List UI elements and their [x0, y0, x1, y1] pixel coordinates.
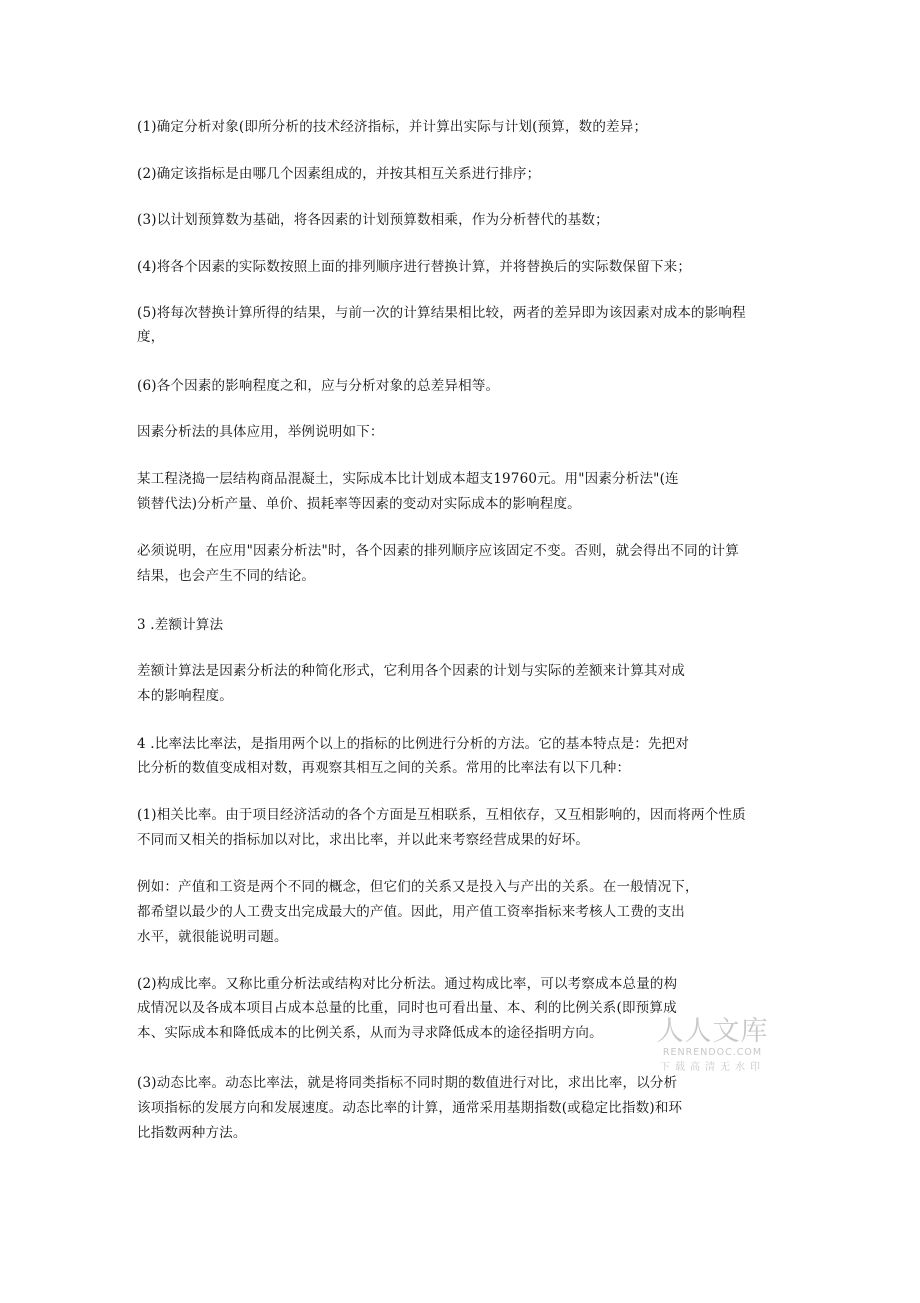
- paragraph-14-line-2: 都希望以最少的人工费支出完成最大的产值。因此，用产值工资率指标来考核人工费的支出: [137, 904, 685, 920]
- paragraph-8-line-1: 某工程浇捣一层结构商品混凝土，实际成本比计划成本超支19760元。用"因素分析法"(连: [137, 471, 679, 487]
- paragraph-5-line-2: 度，: [137, 329, 165, 345]
- paragraph-11-line-2: 本的影响程度。: [137, 688, 233, 704]
- paragraph-5-line-1: (5)将每次替换计算所得的结果，与前一次的计算结果相比较，两者的差异即为该因素对成本的影响程: [137, 305, 746, 321]
- paragraph-1-line-1: (1)确定分析对象(即所分析的技术经济指标，并计算出实际与计划(预算，数的差异；: [137, 119, 648, 135]
- section-heading-3: 3 .差额计算法: [137, 617, 224, 633]
- watermark-subtitle: 下载高清无水印: [660, 1062, 765, 1073]
- paragraph-16-line-2: 该项指标的发展方向和发展速度。动态比率的计算，通常采用基期指数(或稳定比指数)和环: [137, 1100, 683, 1116]
- paragraph-15-line-2: 成情况以及各成本项目占成本总量的比重，同时也可看出量、本、利的比例关系(即预算成: [137, 1000, 677, 1016]
- watermark-logo: [650, 1016, 775, 1078]
- paragraph-9-line-1: 必须说明，在应用"因素分析法"时，各个因素的排列顺序应该固定不变。否则，就会得出不同的计算: [137, 543, 739, 559]
- paragraph-7-line-1: 因素分析法的具体应用，举例说明如下：: [137, 424, 384, 440]
- paragraph-4-line-1: (4)将各个因素的实际数按照上面的排列顺序进行替换计算，并将替换后的实际数保留下来；: [137, 259, 692, 275]
- paragraph-8-line-2: 锁替代法)分析产量、单价、损耗率等因素的变动对实际成本的影响程度。: [137, 496, 581, 512]
- watermark-url: RENRENDOC.COM: [662, 1047, 763, 1058]
- paragraph-9-line-2: 结果，也会产生不同的结论。: [137, 568, 316, 584]
- section-heading-4-line-1: 4 .比率法比率法，是指用两个以上的指标的比例进行分析的方法。它的基本特点是：先把对: [137, 736, 690, 752]
- paragraph-2-line-1: (2)确定该指标是由哪几个因素组成的，并按其相互关系进行排序；: [137, 166, 541, 182]
- paragraph-14-line-1: 例如：产值和工资是两个不同的概念，但它们的关系又是投入与产出的关系。在一般情况下，: [137, 879, 699, 895]
- paragraph-15-line-3: 本、实际成本和降低成本的比例关系，从而为寻求降低成本的途径指明方向。: [137, 1025, 603, 1041]
- section-heading-4-line-2: 比分析的数值变成相对数，再观察其相互之间的关系。常用的比率法有以下几种：: [137, 760, 631, 776]
- paragraph-11-line-1: 差额计算法是因素分析法的种简化形式，它利用各个因素的计划与实际的差额来计算其对成: [137, 663, 685, 679]
- paragraph-14-line-3: 水平，就很能说明司题。: [137, 929, 288, 945]
- paragraph-13-line-2: 不同而又相关的指标加以对比，求出比率，并以此来考察经营成果的好坏。: [137, 832, 590, 848]
- paragraph-6-line-1: (6)各个因素的影响程度之和，应与分析对象的总差异相等。: [137, 378, 500, 394]
- paragraph-16-line-3: 比指数两种方法。: [137, 1125, 247, 1141]
- paragraph-15-line-1: (2)构成比率。又称比重分析法或结构对比分析法。通过构成比率，可以考察成本总量的构: [137, 976, 678, 992]
- paragraph-3-line-1: (3)以计划预算数为基础，将各因素的计划预算数相乘，作为分析替代的基数；: [137, 212, 609, 228]
- paragraph-13-line-1: (1)相关比率。由于项目经济活动的各个方面是互相联系，互相依存，又互相影响的，因而将两个性质: [137, 807, 746, 823]
- paragraph-16-line-1: (3)动态比率。动态比率法，就是将同类指标不同时期的数值进行对比，求出比率，以分析: [137, 1075, 678, 1091]
- watermark-title: 人人文库: [656, 1016, 769, 1047]
